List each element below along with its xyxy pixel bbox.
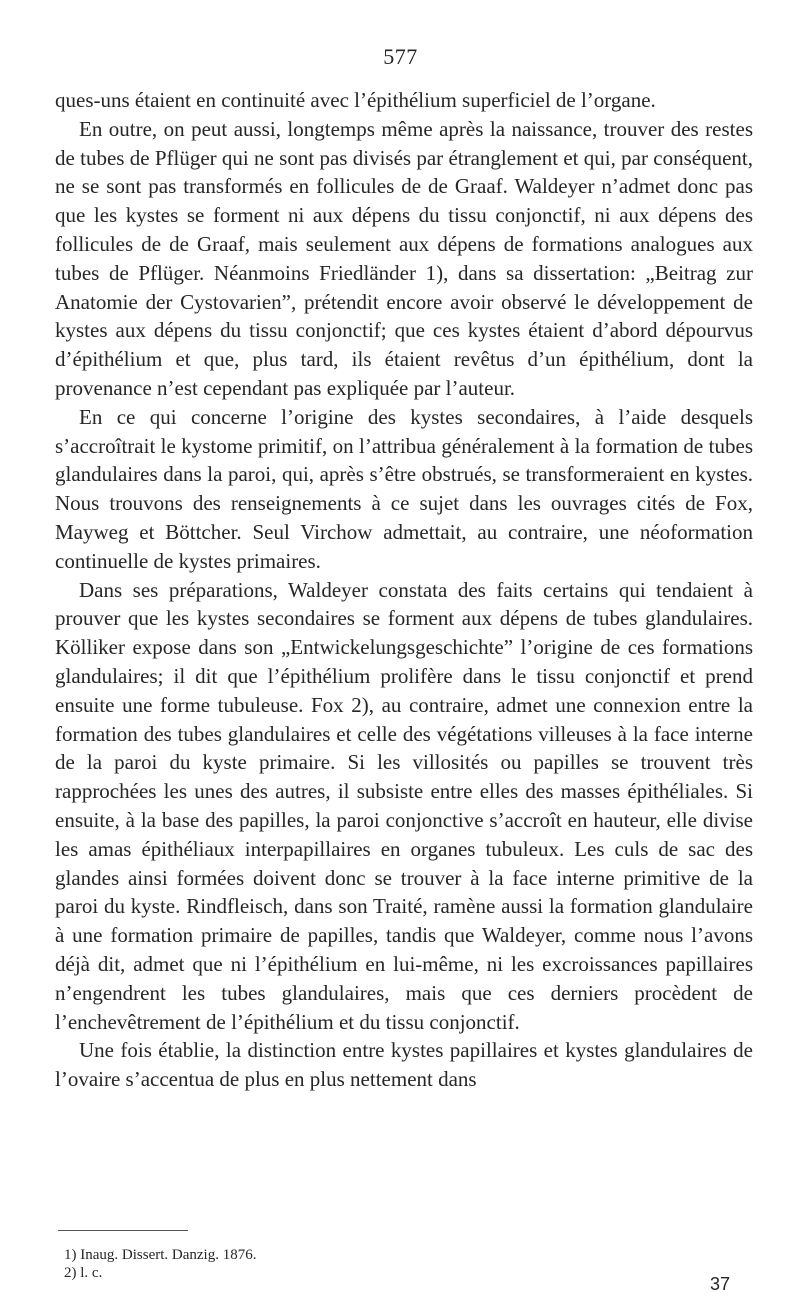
footnote: 2) l. c. — [64, 1265, 103, 1281]
footnote: 1) Inaug. Dissert. Danzig. 1876. — [64, 1247, 257, 1263]
footnotes — [64, 1246, 564, 1282]
paragraph: ques-uns étaient en continuité avec l’épithélium superficiel de l’organe. — [55, 88, 656, 112]
signature-mark: 37 — [710, 1274, 731, 1294]
footnote-divider — [58, 1230, 188, 1231]
paragraph: En ce qui concerne l’origine des kystes secondaires, à l’aide desquels s’accroîtrait le kystome primitif, on l’attribua généralement à la formation de tubes glandulaires dans la paroi, qui, après s’être obstrués, se transformeraient en kystes. Nous trouvons des renseignements à ce sujet dans les ouvrages cités de Fox, Mayweg et Böttcher. Seul Virchow admettait, au contraire, une néoformation continuelle de kystes primaires. — [55, 404, 753, 573]
paragraph: Une fois établie, la distinction entre kystes papillaires et kystes glandulaires de l’ovaire s’accentua de plus en plus nettement dans — [55, 1038, 753, 1092]
paragraph: Dans ses préparations, Waldeyer constata des faits certains qui tendaient à prouver que les kystes secondaires se forment aux dépens de tubes glandulaires. Kölliker expose dans son „Entwickelungsgeschichte” l’origine de ces formations glandulaires; il dit que l’épithélium prolifère dans le tissu conjonctif et prend ensuite une forme tubuleuse. Fox 2), au contraire, admet une connexion entre la formation des tubes glandulaires et celle des végétations villeuses à la face interne de la paroi du kyste primaire. Si les villosités ou papilles se trouvent très rapprochées les unes des autres, il subsiste entre elles des masses épithéliales. Si ensuite, à la base des papilles, la paroi conjonctive s’accroît en hauteur, elle divise les amas épithéliaux interpapillaires en organes tubuleux. Les culs de sac des glandes ainsi formées doivent donc se trouver à la face interne primitive de la paroi du kyste. Rindfleisch, dans son Traité, ramène aussi la formation glandulaire à une formation primaire de papilles, tandis que Waldeyer, comme nous l’avons déjà dit, admet que ni l’épithélium en lui-même, ni les excroissances papillaires n’engendrent les tubes glandulaires, mais que ces derniers procèdent de l’enchevêtrement de l’épithélium et du tissu conjonctif. — [55, 577, 753, 1034]
body-text — [55, 86, 753, 1094]
paragraph: En outre, on peut aussi, longtemps même après la naissance, trouver des restes de tubes de Pflüger qui ne sont pas divisés par étranglement et qui, par conséquent, ne se sont pas transformés en follicules de de Graaf. Waldeyer n’admet donc pas que les kystes se forment ni aux dépens du tissu conjonctif, ni aux dépens des follicules de de Graaf, mais seulement aux dépens de formations analogues aux tubes de Pflüger. Néanmoins Friedländer 1), dans sa dissertation: „Beitrag zur Anatomie der Cystovarien”, prétendit encore avoir observé le développement de kystes aux dépens du tissu conjonctif; que ces kystes étaient d’abord dépourvus d’épithélium et que, plus tard, ils étaient revêtus d’un épithélium, dont la provenance n’est cependant pas expliquée par l’auteur. — [55, 116, 753, 400]
page-number: 577 — [383, 44, 418, 69]
